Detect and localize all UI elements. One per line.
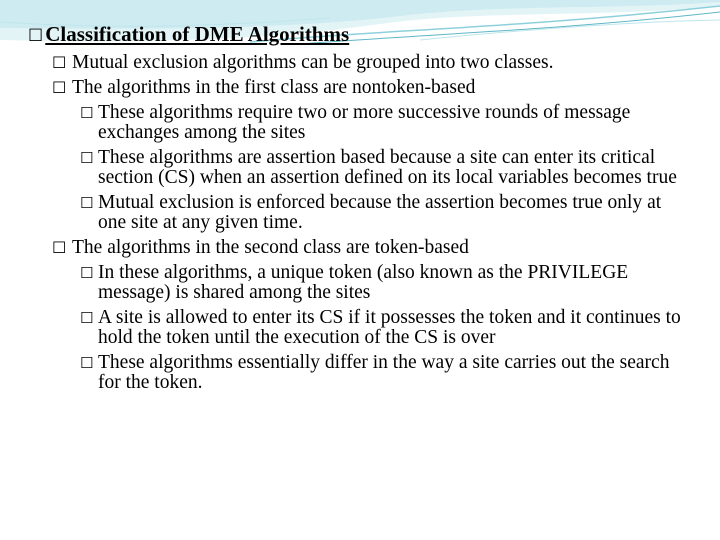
checkbox-bullet-icon: ☐ bbox=[80, 309, 94, 327]
list-item-text: The algorithms in the first class are nontoken-based bbox=[72, 77, 476, 98]
checkbox-bullet-icon: ☐ bbox=[52, 238, 67, 257]
list-item-text: The algorithms in the second class are token-based bbox=[72, 237, 469, 258]
list-item-text: These algorithms require two or more successive rounds of message exchanges among the sites bbox=[98, 102, 631, 143]
slide-title-text: Classification of DME Algorithms bbox=[45, 22, 350, 46]
checkbox-bullet-icon: ☐ bbox=[80, 149, 94, 167]
list-item-text: These algorithms essentially differ in the way a site carries out the search for the token. bbox=[98, 352, 670, 393]
list-item bbox=[52, 238, 692, 258]
list-item-text: Mutual exclusion is enforced because the assertion becomes true only at one site at any given time. bbox=[98, 192, 662, 233]
slide-title bbox=[28, 22, 349, 47]
checkbox-bullet-icon: ☐ bbox=[80, 194, 94, 212]
sub-list-item bbox=[80, 263, 692, 303]
sub-list-item bbox=[80, 193, 692, 233]
list-item-text: In these algorithms, a unique token (also known as the PRIVILEGE message) is shared among the sites bbox=[98, 262, 629, 303]
list-item-text: Mutual exclusion algorithms can be grouped into two classes. bbox=[72, 52, 554, 73]
checkbox-bullet-icon: ☐ bbox=[80, 264, 94, 282]
title-bullet-icon: ☐ bbox=[28, 26, 44, 46]
list-item bbox=[52, 78, 692, 98]
sub-list-item bbox=[80, 308, 692, 348]
list-item-text: These algorithms are assertion based because a site can enter its critical section (CS) when an assertion defined on its local variables becomes true bbox=[98, 147, 677, 188]
list-item bbox=[52, 53, 692, 73]
checkbox-bullet-icon: ☐ bbox=[80, 104, 94, 122]
list-item-text: A site is allowed to enter its CS if it possesses the token and it continues to hold the token until the execution of the CS is over bbox=[98, 307, 681, 348]
checkbox-bullet-icon: ☐ bbox=[80, 354, 94, 372]
checkbox-bullet-icon: ☐ bbox=[52, 78, 67, 97]
sub-list-item bbox=[80, 148, 692, 188]
checkbox-bullet-icon: ☐ bbox=[52, 53, 67, 72]
slide-body bbox=[52, 53, 692, 398]
sub-list-item bbox=[80, 353, 692, 393]
sub-list-item bbox=[80, 103, 692, 143]
